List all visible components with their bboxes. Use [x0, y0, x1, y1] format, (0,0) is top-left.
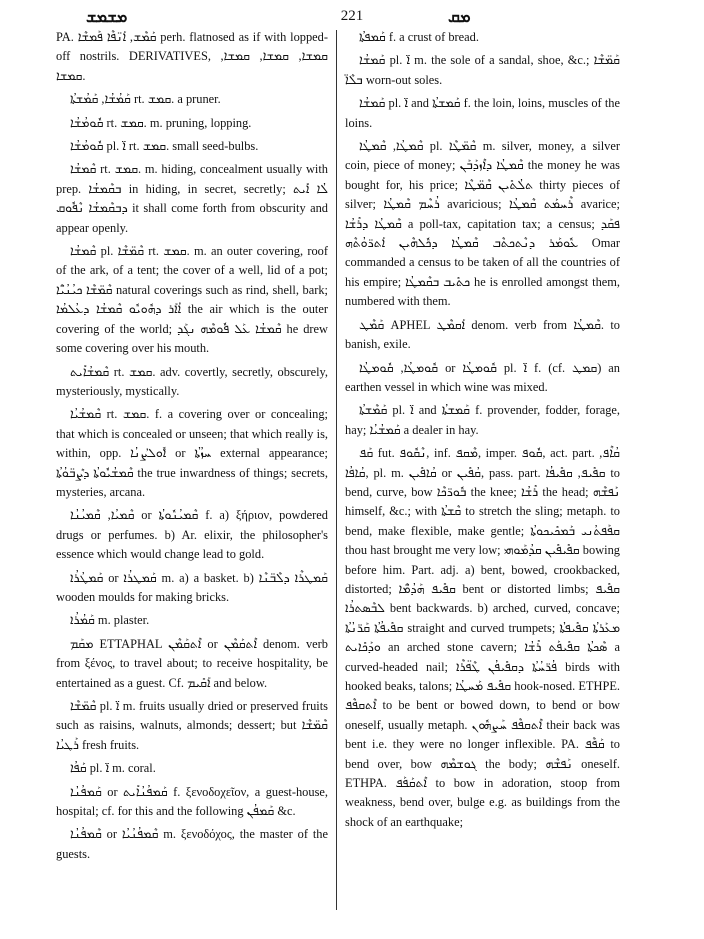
- dictionary-entry: ܩܰܡܳܫܳܐ, ܩܰܡܳܫܬܳܐ rt. ܩܡܫ. a pruner.: [70, 92, 221, 107]
- dictionary-entry: ܩܰܡܶܫܬܳܐ pl. ܐ̈ and ܩܰܡܫܬܳܐ f. provender, fodder, forage, hay; ܩܰܡܫܳܝܳܐ a dealer in hay.: [345, 403, 620, 437]
- column-divider: [336, 30, 337, 910]
- dictionary-entry: ܩܶܡܝܳܐ, ܩܶܡܝܳܢܳܐ or ܩܶܡܝܳܢܽܘܬܳܐ f. a) ξήριον, powdered drugs or perfumes. b) Ar. elixir, the philosopher's essence which would change lead to gold.: [56, 508, 328, 562]
- dictionary-entry: PA. ܩܰܡܶܫ, ܐܰܢ̈ܦܶܐ ܦܰܡܫܶܐ perh. flatnosed as if with lopped-off nostrils. DERIVATIVES, ܩܡܫܐ, ܩܡܫܐ, ܩܡܫܐ, ܩܡܫܐ.: [56, 30, 328, 83]
- page-number: 221: [340, 8, 364, 24]
- left-running-heading: ܡܫܡܫ: [86, 7, 128, 26]
- dictionary-entry: ܩܶܡܫܳܐ pl. ܩܶܡ̈ܫܶܐ rt. ܩܡܫ. m. an outer covering, roof of the ark, of a tent; the cover of a well, lid of a pot; ܩܶܡ̈ܫܶܐ ܟܝܳܢܳܝ̈ܶܐ natural coverings such as rind, shell, bark; ܐܳܐܰܪ ܕܗܽܘܝܽܘ ܩܶܡܫܳܐ ܕܥܳܠܡܳܐ the air which is the outer covering of the world; ܩܶܡܫܳܐ ܥܰܠ ܦܽܘܡܶܗ ܢܓܰܕ he drew some covering over his mouth.: [56, 244, 329, 356]
- dictionary-entry: ܩܶܡܫܳܐ rt. ܩܡܫ. m. hiding, concealment usually with prep. ܒܩܶܡܫܳܐ in hiding, in secret, secretly; ܠܳܐ ܐܺܝܬ ܕܒܩܶܡܫܳܐ ܢܶܦܽܘܩ it shall come forth from obscurity and appear openly.: [56, 162, 328, 235]
- dictionary-entry: ܩܰܡܫܳܐ pl. ܐ̈ m. the sole of a sandal, shoe, &c.; ܩܰܡ̈ܫܶܐ ܒܠܶܐ̈ worn-out soles.: [345, 53, 620, 87]
- dictionary-entry: ܩܰܡܛܳܪܳܐ or ܩܰܡܛܪܳܐ m. a) a basket. b) ܩܰܡܛܪܶܐ ܕܠܶܒ̈ܢܶܐ wooden moulds for making bricks.: [56, 570, 328, 604]
- dictionary-entry: ܩܰܦ fut. ܢܶܩܽܘܦ, inf. ܡܶܩܦ, imper. ܩܽܘܦ, act. part. ܩܳܐܶܦ, ܩܳܐܦܳܐ, pl. m. ܩܳܐܦܺܝܢ or ܩܳܦܺܝܢ, pass. part. ܩܦܺܝܦ, ܩܦܺܝܦܳܐ to bend, curve, bow ܒܽܘܪ̈ܟܶܐ the knee; ܪܺܫܳܐ the head; ܢܰܦܫܶܗ himself, &c.; with ܩܶܫܬܳܐ to stretch the sling; metaph. to bend, make flexible, make gentle; ܩܦܰܦܬܳܢܝ ܒܰܡܟܺܝܟܘܬܳܐ thou hast brought me very low; ܩܦܺܝܦܺܝܢ ܩܕܳܡܰܘܗܝ bowing before him. Part. adj. a) bent, bowed, crookbacked, distorted; ܩܦܺܝܦ ܗܰܕܳܡ̈ܶܐ bent or distorted limbs; ܩܦܺܝܦ ܠܒܶܣܬܪܳܐ bent backwards. b) arched, curved, concave; ܩܦܺܝܦܳܬܳܐ ܩܰܪ̈ܢܳܬܳܐ straight and curved trumpets; ܡܥܰܪܬܳܐ ܩܦܺܝܦܬܳܐ ܘܕܰܟܺܐܝܬ an arched stone cavern; ܣܶܟܬܳܐ ܩܦܺܝܦܰܬ ܪܺܫܳܐ a curved-headed nail; ܦܳܪ̈ܚܳܬܳܐ ܕܩܦܺܝܦܳܢ ܛܶܦ̈ܪܶܐ birds with hooked beaks, talons; ܩܦܺܝܦ ܡܰܚܛܳܐ hook-nosed. ETHPE. ܐܶܬܩܦܶܦ to be bent or bowed down, to bend or bow oneself, usually metaph. ܐܶܬܩܦܶܦ ܚܰܨܗܽܘܢ their back was bent i.e. they were no longer inflexible. PA. ܩܰܦܶܦ to bend over, bow ܓܘܫܡܶܗ the body; ܢܰܦܫܶܗ oneself. ETHPA. ܐܶܬܩܰܦܰܦ to bow in adoration, stoop from weakness, bend over, bulge e.g. as buildings from the shock of an earthquake;: [345, 446, 621, 829]
- right-running-heading: ܡܩ: [448, 7, 471, 26]
- right-column: [345, 28, 620, 836]
- dictionary-entry: ܩܰܡܳܪܳܐ m. plaster.: [70, 613, 150, 628]
- dictionary-entry: ܩܶܡܫܳܐܺܝܬ rt. ܩܡܫ. adv. covertly, secretly, obscurely, mysteriously, mystically.: [56, 364, 328, 398]
- dictionary-entry: ܩܽܘܡܳܫܳܐ pl. ܐ̈ rt. ܩܡܫ. small seed-bulbs.: [70, 139, 259, 154]
- dictionary-entry: ܩܶܡܫܳܝܳܐ rt. ܩܡܫ. f. a covering over or concealing; that which is concealed or unseen; that which really is, within, opp. ܐܽܘܠܨܳܢܳܐ or ܚܙܳܬܳܐ external appearance; ܩܶܡܫܳܝܽܘܬܳܐ ܕܨܶܒ̈ܘܳܬܳܐ the true inwardness of things; secrets, mysteries, arcana.: [56, 407, 328, 499]
- dictionary-entry: ܩܽܘܡܛܳܐ, ܩܽܘܡܛܳܐ or ܩܽܘܡܛܳܐ pl. ܐ̈ f. (cf. ܩܡܛ) an earthen vessel in which wine was mixed.: [345, 360, 620, 394]
- page-header: [0, 4, 704, 30]
- dictionary-entry: ܩܶܡܦܳܢܳܐ or ܩܶܡܦܳܢܳܝܳܐ m. ξενοδόχος, the master of the guests.: [56, 827, 328, 861]
- dictionary-entry: ܡܩܰܡ ETTAPHAL ܐܶܬܩܰܡܶܢ or ܐܶܬܩܰܡܶܢ denom. verb from ξένος, to travel about; to receive hospitality, be entertained as a guest. Cf. ܐܰܩܺܝܡ and below.: [56, 636, 328, 690]
- dictionary-entry: ܩܶܡܛܳܐ, ܩܶܡܛܳܐ pl. ܩܶܡ̈ܛܶܐ m. silver, money, a silver coin, piece of money; ܩܶܡܛܳܐ ܕܐܶܙܕܰܒܰܢ the money he was bought for, his price; ܬܠܳܬܺܝܢ ܩܶܡ̈ܛܶܐ thirty pieces of silver; ܪܳܚܶܡ ܩܶܡܛܳܐ avaricious; ܪܶܚܡܰܬ ܩܶܡܛܳܐ avarice; ܩܶܡܛܳܐ ܕܪܺܫܳܐ a poll-tax, capitation tax; a census; ܦܩܰܕ ܥܽܘܡܰܪ ܕܢܶܬܟܬܶܒ ܩܶܡܛܳܐ ܕܟܽܠܗܶܝܢ ܐܰܬܪ̈ܘܳܬܶܗ Omar commanded a census to be taken of all the countries of his empire; ܟܬܺܝܒ ܒܩܶܡܛܳܐ he is enrolled amongst them, numbered with them.: [345, 139, 621, 309]
- dictionary-entry: ܩܽܘܡܳܫܳܐ rt. ܩܡܫ. m. pruning, lopping.: [70, 115, 252, 130]
- dictionary-entry: ܩܰܡܦܳܢܳܐ or ܩܰܡܦܳܢܳܐܺܝܬ f. ξενοδοχεῖον, a guest-house, hospital; cf. for this and the following ܩܰܡܦܳܢ &c.: [56, 784, 328, 819]
- dictionary-entry: ܩܰܦܳܐ pl. ܐ̈ m. coral.: [70, 761, 156, 776]
- dictionary-entry: ܩܰܡܦܬܳܐ f. a crust of bread.: [359, 30, 479, 44]
- dictionary-entry: ܩܰܡܫܳܐ pl. ܐ̈ and ܩܰܡܫܬܳܐ f. the loin, loins, muscles of the loins.: [345, 96, 620, 130]
- dictionary-entry: ܩܶܡ̈ܫܶܐ pl. ܐ̈ m. fruits usually dried or preserved fruits such as raisins, walnuts, almonds; dessert; but ܩܶܡ̈ܫܶܐ ܪܰܛܝܳܐ fresh fruits.: [56, 699, 328, 752]
- left-column: [56, 28, 328, 868]
- dictionary-entry: ܩܰܡܶܛ APHEL ܐܰܩܡܶܛ denom. verb from ܩܶܡܛܳܐ. to banish, exile.: [345, 317, 620, 352]
